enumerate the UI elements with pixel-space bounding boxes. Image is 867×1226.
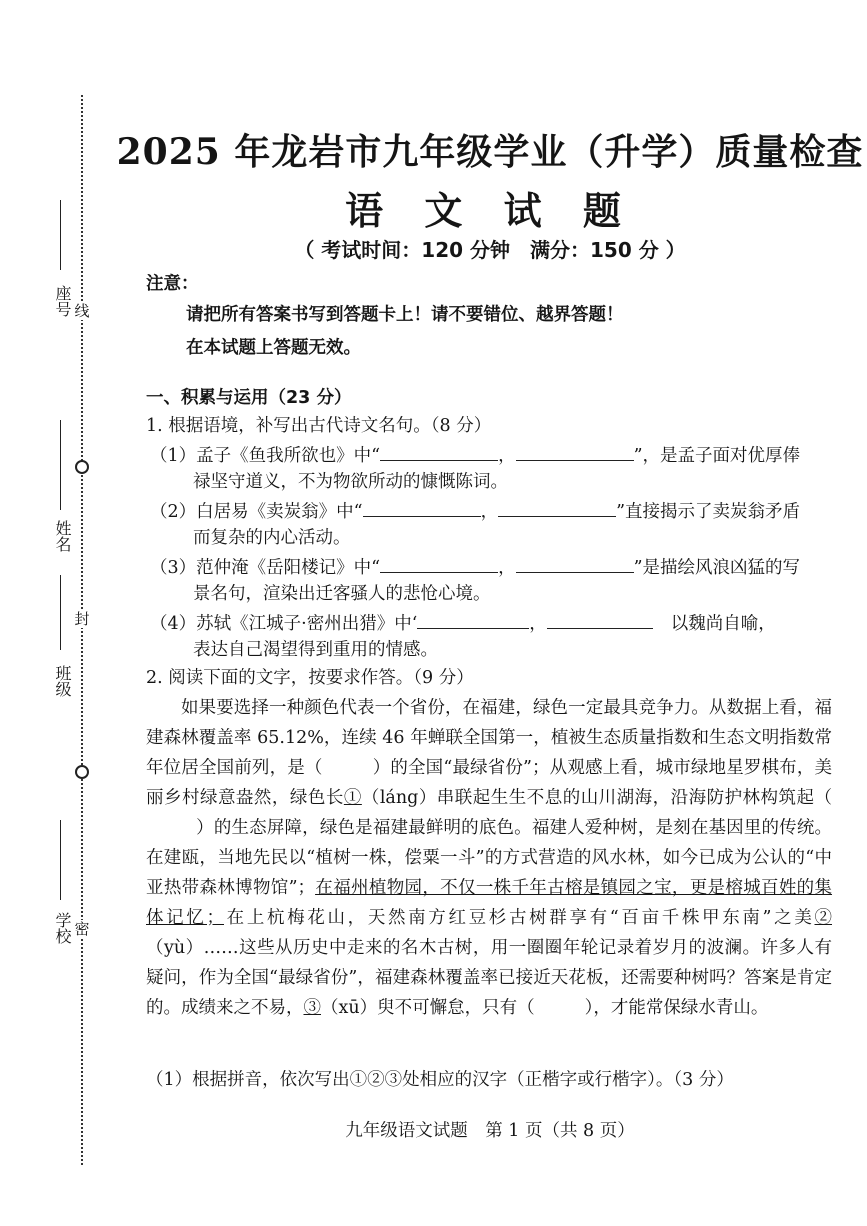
question-2-sub-1: （1）根据拼音，依次写出①②③处相应的汉字（正楷字或行楷字）。（3 分）: [146, 1070, 734, 1090]
item-comma: ，: [480, 502, 499, 522]
answer-blank[interactable]: [498, 498, 616, 517]
passage-text: （xū）臾不可懈怠，只有（: [321, 998, 535, 1018]
exam-title: 2025 年龙岩市九年级学业（升学）质量检查: [116, 131, 864, 173]
name-line: [60, 420, 61, 510]
passage-text: （yù）……这些从历史中走来的名木古树，用一圈圈年轮记录着岁月的波澜。许多人有疑问，作为全国“最绿省份”，福建森林覆盖率已接近天花板，还需要种树吗？答案是肯定的。成绩来之不易，: [146, 938, 832, 1018]
q1-item-3-cont: 景名句，渲染出迁客骚人的悲怆心境。: [193, 584, 491, 604]
q1-item-3: [150, 554, 800, 581]
passage-text: ），才能常保绿水青山。: [584, 998, 769, 1018]
seal-char-mi: 密: [74, 920, 90, 938]
section-heading: 一、积累与运用（23 分）: [146, 388, 352, 408]
item-number: （2）: [150, 502, 197, 522]
item-comma: ，: [498, 446, 516, 466]
q1-item-4-cont: 表达自己渴望得到重用的情感。: [193, 640, 438, 660]
passage-text: 如果要选择一种颜色代表一个省份，在福建，绿色一定最具竞争力。从数据上看，福建森林覆盖率 65.12%，连续 46 年蝉联全国第一，植被生态质量指数和生态文明指数常年位居全国前列，是（: [146, 698, 832, 778]
seal-circle: [75, 460, 89, 474]
passage-text: ）的全国“最绿省份”；从观感上看，城市绿地星罗棋布，美丽乡村绿意盎然，绿色长: [146, 758, 832, 808]
class-label: 班级: [53, 665, 72, 697]
q1-item-4: [150, 610, 776, 637]
answer-blank[interactable]: [363, 498, 481, 517]
item-text: 苏轼《江城子·密州出猎》中‘: [196, 614, 418, 634]
answer-blank[interactable]: [547, 610, 653, 629]
answer-blank[interactable]: [380, 554, 498, 573]
notice-line-2: 在本试题上答题无效。: [186, 338, 361, 358]
underlined-sentence: 在福州植物园，不仅一株千年古榕是镇园之宝，更是榕城百姓的集体记忆；: [146, 878, 833, 928]
item-text: 孟子《鱼我所欲也》中“: [196, 446, 381, 466]
q1-item-1-cont: 禄坚守道义，不为物欲所动的慷慨陈词。: [193, 472, 508, 492]
question-1-stem: 1. 根据语境，补写出古代诗文名句。（8 分）: [146, 416, 492, 436]
marker-3: ③: [303, 998, 321, 1018]
marker-2: ②: [814, 908, 832, 928]
item-text: 白居易《卖炭翁》中“: [196, 502, 363, 522]
subject-title: 语 文 试 题: [345, 188, 635, 233]
notice-line-1: 请把所有答案书写到答题卡上！请不要错位、越界答题！: [186, 305, 624, 325]
item-number: （4）: [150, 614, 197, 634]
item-number: （1）: [150, 446, 197, 466]
question-2-stem: 2. 阅读下面的文字，按要求作答。（9 分）: [146, 668, 474, 688]
answer-blank[interactable]: [380, 442, 498, 461]
school-label: 学校: [53, 912, 72, 944]
name-label: 姓名: [53, 520, 72, 552]
passage-text: ）的生态屏障，绿色是福建最鲜明的底色。福建人爱种树，是刻在基因里的传统。在建瓯，当地先民以“植树一株，偿粟一斗”的方式营造的风水林，如今已成为公认的“中亚热带森林博物馆”；: [146, 818, 832, 898]
item-text: ”是描绘风浪凶猛的写: [633, 558, 801, 578]
item-text: ”，是孟子面对优厚俸: [633, 446, 801, 466]
answer-blank[interactable]: [516, 554, 634, 573]
item-number: （3）: [150, 558, 197, 578]
answer-blank[interactable]: [516, 442, 634, 461]
item-text: 以魏尚自喻，: [670, 614, 776, 634]
marker-1: ①: [343, 788, 362, 808]
seal-char-feng: 封: [74, 610, 90, 628]
q1-item-2: [150, 498, 800, 525]
reading-passage: [146, 693, 832, 1023]
seal-circle: [75, 765, 89, 779]
passage-text: 在上杭梅花山，天然南方红豆杉古树群享有“百亩千株甲东南”之美: [224, 908, 815, 928]
notice-heading: 注意：: [146, 274, 199, 294]
item-text: 范仲淹《岳阳楼记》中“: [196, 558, 381, 578]
class-line: [60, 575, 61, 650]
q1-item-2-cont: 而复杂的内心活动。: [193, 528, 351, 548]
page-footer: 九年级语文试题 第 1 页（共 8 页）: [345, 1121, 635, 1141]
exam-info: （ 考试时间：120 分钟 满分：150 分 ）: [294, 238, 686, 262]
item-text: ”直接揭示了卖炭翁矛盾: [616, 502, 801, 522]
item-comma: ，: [529, 614, 547, 634]
q1-item-1: [150, 442, 800, 469]
school-line: [60, 820, 61, 900]
seat-label: 座号: [53, 285, 72, 317]
answer-blank[interactable]: [417, 610, 529, 629]
seal-char-xian: 线: [74, 302, 90, 320]
passage-text: （láng）串联起生生不息的山川湖海，沿海防护林构筑起（: [361, 788, 833, 808]
item-comma: ，: [498, 558, 516, 578]
